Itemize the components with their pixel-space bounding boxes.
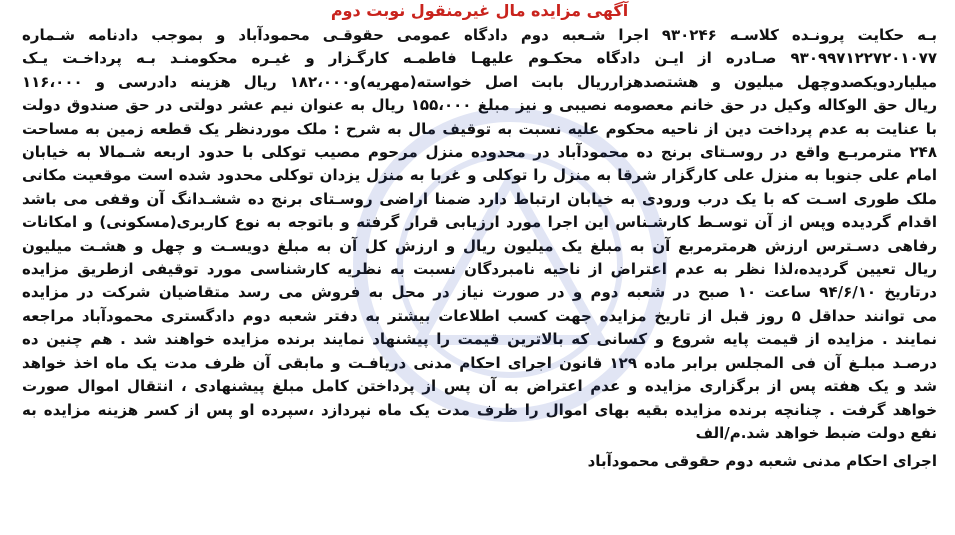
notice-line: بـه حکایت پرونـده کلاسـه ۹۳۰۲۴۶ اجرا شـعبه دوم دادگاه عمومی حقوقـی محمودآباد و بموجب دادنامه شـماره xyxy=(22,26,937,44)
notice-line: نفع دولت ضبط خواهد شد.م/الف xyxy=(695,423,937,442)
notice-line: ملک طوری اسـت که با یک درب ورودی به خیابان ارتباط دارد ضمنا اراضی روسـتای برنج ده ششـدانگ آن وقفی می باشد xyxy=(22,189,937,208)
notice-body xyxy=(22,24,937,445)
notice-line: رفاهی دسـترس ارزش هرمترمربع آن به مبلغ یک میلیون ریال و ارزش کل آن به مبلغ دویسـت و چهل و هشـت میلیون xyxy=(22,236,937,255)
notice-line: امام علی جنوبا به منزل علی کارگزار شرقا به منزل را توکلی و غربا به منزل یزدان توکلی محدود شده است موقعیت مکانی xyxy=(22,166,937,185)
notice-title: آگهی مزایده مال غیرمنقول نوبت دوم xyxy=(330,1,629,20)
notice-line: درصـد مبلـغ آن فی المجلس برابر ماده ۱۲۹ قانون اجرای احکام مدنی دریافـت و مابقی آن ظرف مدت یک ماه اخذ خواهد xyxy=(22,353,937,372)
notice-line: ریال حق الوکاله وکیل در حق خانم معصومه نصیبی و نیز مبلغ ۱۵۵،۰۰۰ ریال به عنوان نیم عشر دولتی در حق صندوق دولت xyxy=(22,96,937,115)
notice-line: شد و یک هفته پس از برگزاری مزایده و عدم اعتراض به آن پس از پرداختن کامل مبلغ پیشنهادی ، انتقال اموال صورت xyxy=(22,377,937,396)
notice-signature: اجرای احکام مدنی شعبه دوم حقوقی محمودآباد xyxy=(587,452,937,471)
notice-line: اقدام گردیده وپس از آن توسـط کارشـناس این اجرا مورد ارزیابی قرار گرفته و باتوجه به نوع کاربری(مسکونی) و امکانات xyxy=(22,213,937,232)
notice-line: ۹۳۰۹۹۷۱۲۲۷۲۰۱۰۷۷ صـادره از ایـن دادگاه محکـوم علیهـا فاطمـه کارگـزار و غیـره محکومنـد بـه پرداخـت یـک xyxy=(22,49,937,68)
notice-line: درتاریخ ۹۴/۶/۱۰ ساعت ۱۰ صبح در شعبه دوم و در صورت نیاز در محل به فروش می رسد متقاضیان شرکت در مزایده xyxy=(22,283,937,302)
notice-line: با عنایت به عدم پرداخت دین از ناحیه محکوم علیه نسبت به توقیف مال به شرح : ملک موردنظر یک قطعه زمین به مساحت xyxy=(22,119,937,138)
notice-line: ۲۴۸ مترمربـع واقع در روسـتای برنج ده محمودآباد در محدوده منزل مرحوم مصیب توکلی با حدود اربعه شـمالا به خیابان xyxy=(22,143,937,162)
notice-line: ریال تعیین گردیده،لذا نظر به عدم اعتراض از ناحیه نامبردگان نسبت به نظریه کارشناسی مورد توقیفی ازطریق مزایده xyxy=(22,260,937,279)
notice-line: نمایند . مزایده از قیمت پایه شروع و کسانی که بالاترین قیمت را پیشنهاد نمایند برنده مزایده خواهند شد . هم چنین ده xyxy=(22,330,937,349)
notice-line: خواهد گرفت . چنانچه برنده مزایده بقیه بهای اموال را ظرف مدت یک ماه نپردازد ،سپرده او پس از کسر هزینه مزایده به xyxy=(22,400,937,419)
notice-line: می توانند حداقل ۵ روز قبل از تاریخ مزایده جهت کسب اطلاعات بیشتر به دفتر شعبه دوم دادگستری محمودآباد مراجعه xyxy=(22,306,937,325)
notice-line: میلیاردویکصدوچهل میلیون و هشتصدهزارریال بابت اصل خواسته(مهریه)و۱۸۲،۰۰۰ ریال هزینه دادرسی و ۱۱۶،۰۰۰ xyxy=(22,72,937,91)
